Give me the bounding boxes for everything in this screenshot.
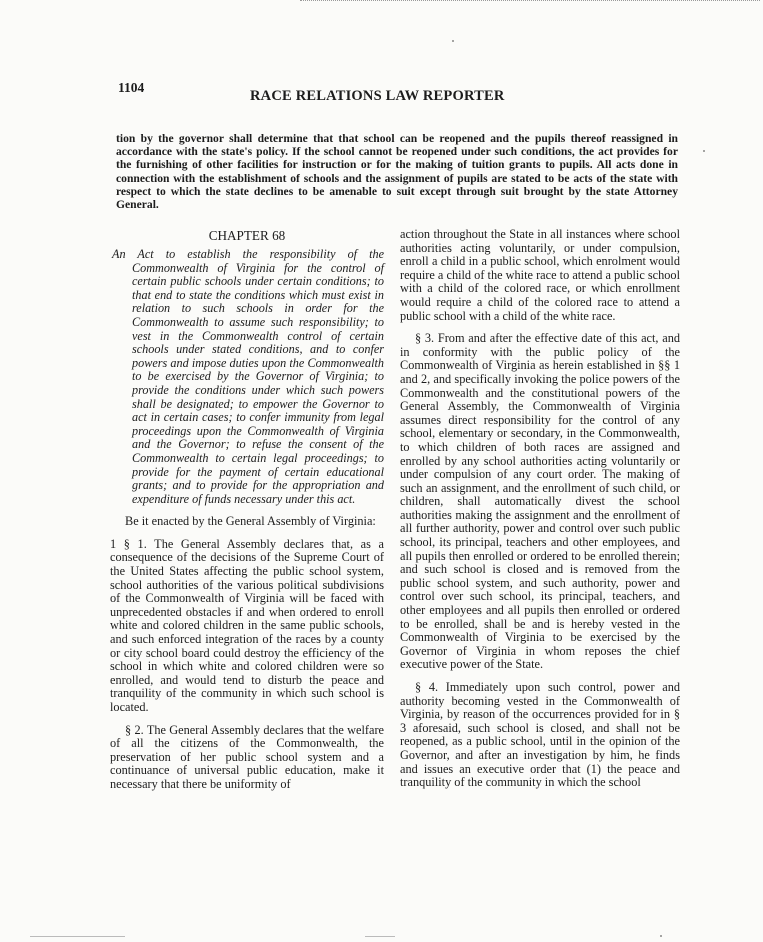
section-2: § 2. The General Assembly declares that the welfare of all the citizens of the Commonwealth, the preservation of her public school system and a continuance of universal public education, make it necessary that there be uniformity of <box>110 722 384 791</box>
chapter-title: CHAPTER 68 <box>208 228 286 243</box>
section-4: § 4. Immediately upon such control, power and authority becoming vested in the Commonwealth of Virginia, by reason of the occurrences provided for in § 3 aforesaid, such school is closed, and shall not be reopened, as a public school, until in the opinion of the Governor, and after an investigation by him, he finds and issues an executive order that (1) the peace and tranquility of the community in which the school <box>400 680 680 790</box>
scan-speck <box>452 40 454 42</box>
section-3: § 3. From and after the effective date of this act, and in conformity with the public policy of the Commonwealth of Virginia as herein established in §§ 1 and 2, and specifically invoking the police powers of the Commonwealth and the constitutional powers of the General Assembly, the Commonwealth of Virginia assumes direct responsibility for the control of any school, elementary or secondary, in the Commonwealth, to which children of both races are assigned and enrolled by any school authorities acting voluntarily or under compulsion of any court order. The making of such an assignment, and the enrollment of such child, or children, shall automatically divest the school authorities making the assignment and the enrollment of all further authority, power and control over such public school, its principal, teachers and other employees, and all pupils then enrolled or ordered to be enrolled therein; and such school is closed and is removed from the public school system, and such authority, power and control over such school, its principal, teachers, and other employees and all pupils then enrolled or ordered to be enrolled, shall be and is hereby vested in the Commonwealth of Virginia to be exercised by the Governor of Virginia in whom reposes the chief executive power of the State. <box>400 331 680 672</box>
scan-edge-dots <box>300 0 760 1</box>
scan-artifact-left <box>30 936 125 937</box>
scan-speck <box>660 935 662 937</box>
scan-speck <box>703 150 705 152</box>
enacting-clause: Be it enacted by the General Assembly of Virginia: <box>125 514 376 529</box>
right-column <box>400 228 680 799</box>
act-title: An Act to establish the responsibility of the Commonwealth of Virginia for the control of certain public schools under certain conditions; to that end to state the conditions which must exist in relation to such schools in order for the Commonwealth to assume such responsibility; to vest in the Commonwealth control of certain schools under stated conditions, and to confer powers and impose duties upon the Commonwealth to be exercised by the Governor of Virginia; to provide the conditions under which such powers shall be designated; to empower the Governor to act in certain cases; to confer immunity from legal proceedings upon the Commonwealth of Virginia and the Governor; to refuse the consent of the Commonwealth to certain legal proceedings; to provide for the payment of certain educational grants; and to provide for the appropriation and expenditure of funds necessary under this act. <box>112 247 384 506</box>
page-number: 1104 <box>118 80 145 95</box>
left-column <box>110 228 384 801</box>
section-2-continued: action throughout the State in all instances where school authorities acting voluntarily, or under compulsion, enroll a child in a public school, which enrolment would require a child of the white race to attend a public school with a child of the colored race, or which enrollment would require a child of the colored race to attend a public school with a child of the white race. <box>400 227 680 323</box>
summary-paragraph: tion by the governor shall determine that that school can be reopened and the pupils thereof reassigned in accordance with the state's policy. If the school cannot be reopened under such conditions, the act provides for the furnishing of other facilities for instruction or for the making of tuition grants to pupils. All acts done in connection with the establishment of schools and the assignment of pupils are stated to be acts of the state with respect to which the state declines to be amenable to suit except through suit brought by the state Attorney General. <box>116 132 678 212</box>
running-head: RACE RELATIONS LAW REPORTER <box>250 88 505 104</box>
section-1: 1 § 1. The General Assembly declares that, as a consequence of the decisions of the Supreme Court of the United States affecting the public school system, school authorities of the various political subdivisions of the Commonwealth of Virginia will be faced with unprecedented obstacles if and when ordered to enroll white and colored children in the same public schools, and such enforced integration of the races by a county or city school board could destroy the efficiency of the school in which white and colored children were so enrolled, and would tend to disturb the peace and tranquility of the community in which such school is located. <box>110 536 384 714</box>
scan-artifact-center <box>365 936 395 937</box>
